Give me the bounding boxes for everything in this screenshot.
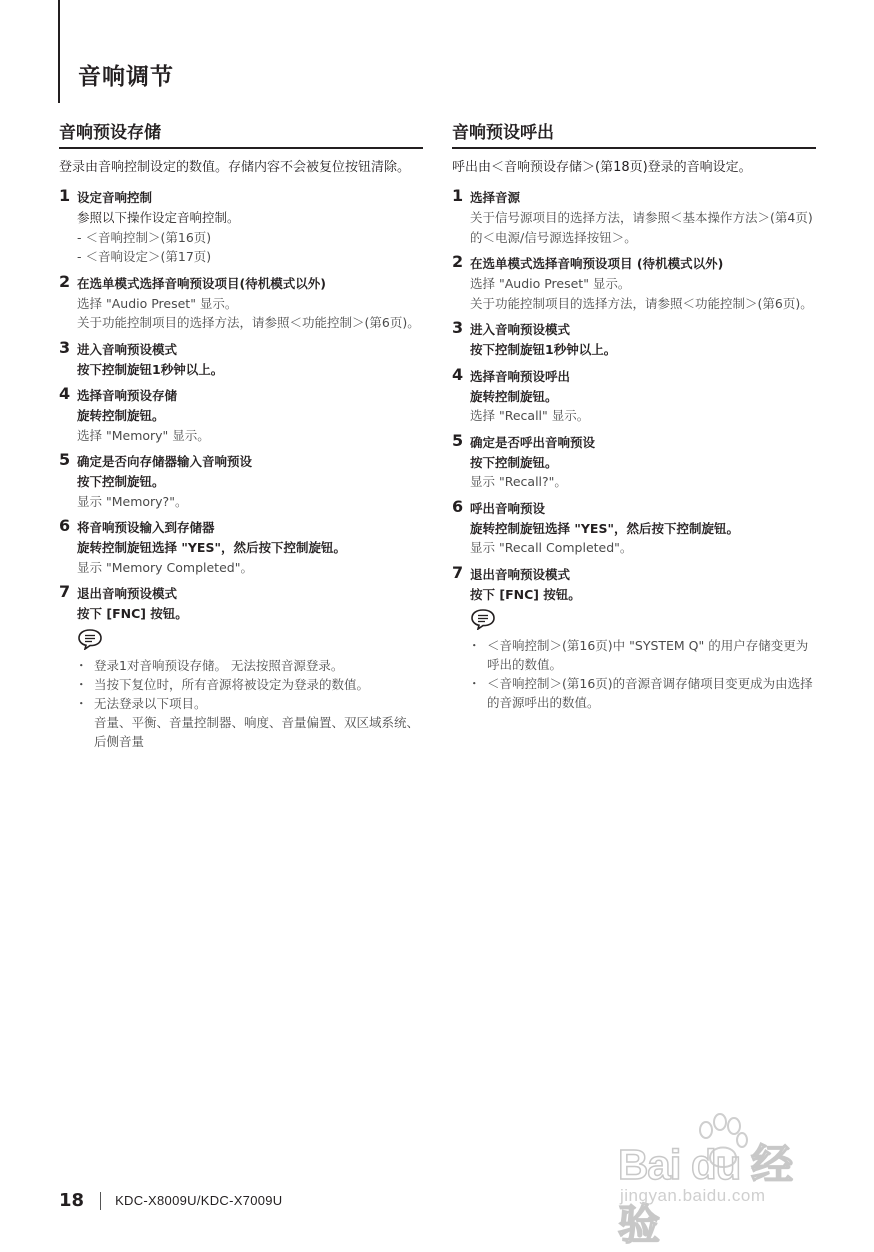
step-text: 按下 [FNC] 按钮。: [470, 586, 581, 602]
model-number: KDC-X8009U/KDC-X7009U: [115, 1193, 283, 1208]
step-item: [452, 496, 816, 558]
step-item: [59, 188, 423, 267]
note-text: ＜音响控制＞(第16页)的音源音调存储项目变更成为由选择的音源呼出的数值。: [487, 676, 813, 710]
step-number: 7: [452, 562, 464, 582]
watermark-brand: Bai du 经验: [618, 1141, 793, 1248]
step-text: 参照以下操作设定音响控制。: [77, 210, 240, 225]
step-text: 按下控制旋钮。: [470, 454, 558, 470]
step-item: [452, 254, 816, 313]
step-title: 确定是否呼出音响预设: [470, 434, 596, 450]
step-number: 4: [452, 364, 464, 384]
step-text: 按下控制旋钮。: [77, 474, 165, 489]
step-item: [59, 271, 423, 333]
step-text: 选择 "Recall" 显示。: [470, 408, 590, 423]
section-intro: 呼出由＜音响预设存储＞(第18页)登录的音响设定。: [452, 160, 752, 175]
note-subtext: 音量、平衡、音量控制器、响度、音量偏置、双区域系统、后侧音量: [94, 714, 420, 749]
step-title: 选择音响预设存储: [77, 388, 178, 403]
step-title: 选择音响预设呼出: [470, 368, 571, 384]
step-number: 6: [452, 496, 464, 516]
step-number: 5: [59, 450, 71, 469]
step-item: [59, 337, 423, 380]
step-text: 按下 [FNC] 按钮。: [77, 606, 188, 621]
note-icon: [77, 628, 103, 650]
step-text: 按下控制旋钮1秒钟以上。: [470, 342, 617, 357]
step-title: 设定音响控制: [77, 190, 153, 205]
section-title: 音响预设存储: [59, 118, 423, 149]
step-number: 3: [59, 337, 71, 357]
step-item: [59, 584, 423, 624]
footer-divider: [100, 1192, 101, 1210]
note-item: [77, 675, 423, 694]
note-icon: [470, 608, 496, 630]
step-text: 按下控制旋钮1秒钟以上。: [77, 361, 224, 377]
step-title: 确定是否向存储器输入音响预设: [77, 454, 253, 469]
step-item: [452, 562, 816, 605]
section-intro: 登录由音响控制设定的数值。存储内容不会被复位按钮清除。: [59, 160, 411, 175]
step-text: 显示 "Recall Completed"。: [470, 540, 633, 555]
note-item: [470, 636, 816, 674]
page-number: 18: [59, 1190, 85, 1211]
step-number: 3: [452, 318, 464, 337]
steps: [59, 188, 423, 624]
note-text: 无法登录以下项目。: [94, 695, 207, 711]
step-text: 旋转控制旋钮选择 "YES"，然后按下控制旋钮。: [470, 520, 739, 536]
page-title: 音响调节: [78, 64, 174, 90]
step-number: 7: [59, 582, 71, 601]
step-text: - ＜音响控制＞(第16页): [77, 229, 212, 245]
right-column: [452, 118, 816, 712]
step-text: 显示 "Memory?"。: [77, 493, 188, 509]
note-item: [77, 656, 423, 675]
header-rule: [58, 0, 60, 103]
step-item: [59, 452, 423, 511]
step-title: 将音响预设输入到存储器: [77, 520, 215, 535]
note-text: 登录1对音响预设存储。 无法按照音源登录。: [94, 657, 344, 673]
step-item: [452, 320, 816, 360]
watermark-url: jingyan.baidu.com: [620, 1186, 766, 1205]
watermark: [618, 1108, 824, 1248]
step-number: 1: [452, 186, 464, 205]
note-item: [470, 674, 816, 712]
step-number: 5: [452, 430, 464, 450]
step-title: 在选单模式选择音响预设项目 (待机模式以外): [470, 256, 724, 271]
step-item: [452, 430, 816, 492]
step-title: 退出音响预设模式: [77, 586, 178, 601]
step-text: 选择 "Audio Preset" 显示。: [77, 295, 238, 311]
step-text: 关于功能控制项目的选择方法，请参照＜功能控制＞(第6页)。: [470, 295, 813, 311]
step-number: 2: [452, 252, 464, 271]
steps: [452, 188, 816, 604]
note-text: 当按下复位时，所有音源将被设定为登录的数值。: [94, 676, 370, 692]
note-item: [77, 694, 423, 751]
section-title: 音响预设呼出: [452, 118, 816, 149]
step-text: 关于功能控制项目的选择方法，请参照＜功能控制＞(第6页)。: [77, 315, 420, 330]
step-title: 呼出音响预设: [470, 500, 546, 516]
step-item: [452, 188, 816, 247]
step-item: [59, 518, 423, 577]
notes-list: [77, 656, 423, 751]
step-text: 显示 "Memory Completed"。: [77, 559, 253, 575]
step-text: 关于信号源项目的选择方法，请参照＜基本操作方法＞(第4页)的＜电源/信号源选择按钮＞。: [470, 210, 813, 245]
note-text: ＜音响控制＞(第16页)中 "SYSTEM Q" 的用户存储变更为呼出的数值。: [487, 638, 809, 672]
step-text: 显示 "Recall?"。: [470, 474, 567, 489]
step-item: [452, 364, 816, 426]
step-title: 进入音响预设模式: [470, 322, 571, 337]
step-text: 旋转控制旋钮选择 "YES"，然后按下控制旋钮。: [77, 540, 346, 555]
step-text: 旋转控制旋钮。: [470, 388, 558, 404]
step-number: 2: [59, 271, 71, 291]
step-number: 6: [59, 516, 71, 535]
step-number: 4: [59, 384, 71, 403]
step-item: [59, 386, 423, 445]
step-number: 1: [59, 186, 71, 205]
step-title: 进入音响预设模式: [77, 341, 178, 357]
step-text: 选择 "Memory" 显示。: [77, 427, 210, 443]
left-column: [59, 118, 423, 751]
step-text: 旋转控制旋钮。: [77, 408, 165, 423]
step-title: 选择音源: [470, 190, 521, 205]
step-title: 在选单模式选择音响预设项目(待机模式以外): [77, 275, 326, 291]
step-text: 选择 "Audio Preset" 显示。: [470, 276, 631, 291]
step-title: 退出音响预设模式: [470, 566, 571, 582]
footer: [59, 1190, 283, 1211]
notes-list: [470, 636, 816, 712]
step-text: - ＜音响设定＞(第17页): [77, 249, 212, 264]
